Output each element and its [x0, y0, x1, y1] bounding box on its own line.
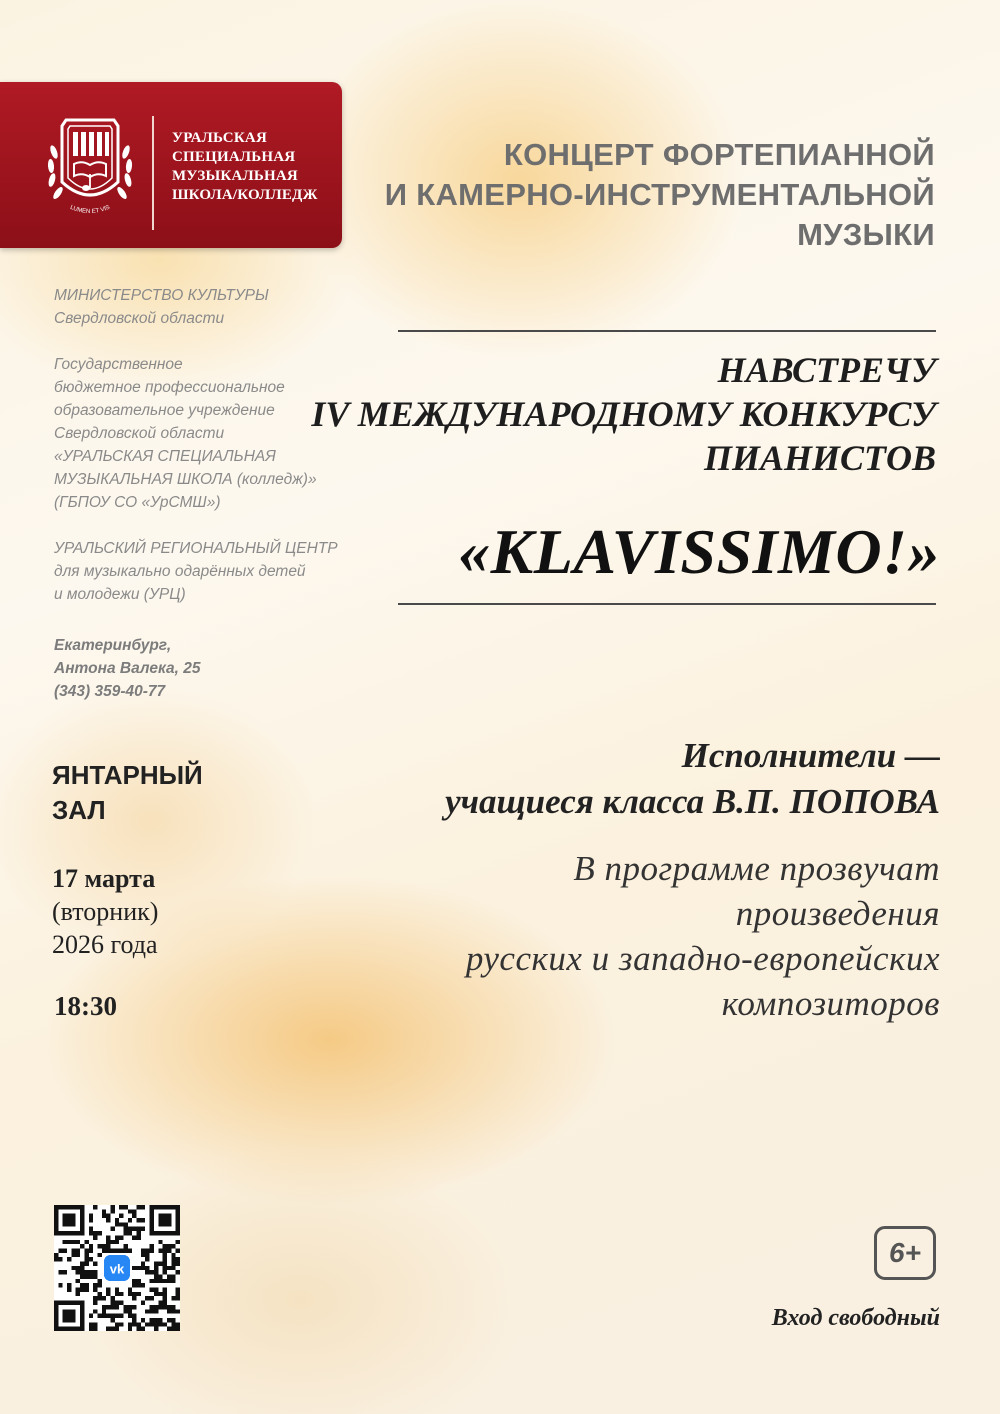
contest-line: IV МЕЖДУНАРОДНОМУ КОНКУРСУ	[311, 394, 936, 434]
event-time: 18:30	[54, 991, 117, 1021]
hall-name	[52, 758, 203, 828]
school-name-line: СПЕЦИАЛЬНАЯ	[172, 149, 296, 165]
center-line: УРАЛЬСКИЙ РЕГИОНАЛЬНЫЙ ЦЕНТР	[54, 540, 338, 557]
contest-heading	[296, 348, 936, 480]
program-line: В программе прозвучат	[573, 849, 940, 888]
hall-line: ЗАЛ	[52, 795, 106, 825]
performers-line: учащиеся класса В.П. ПОПОВА	[445, 782, 940, 821]
institution-line: бюджетное профессиональное	[54, 379, 285, 396]
concert-title-line: И КАМЕРНО-ИНСТРУМЕНТАЛЬНОЙ	[384, 177, 935, 212]
school-name-line: МУЗЫКАЛЬНАЯ	[172, 168, 298, 184]
contest-line: ПИАНИСТОВ	[703, 438, 936, 478]
institution-line: МУЗЫКАЛЬНАЯ ШКОЛА (колледж)»	[54, 471, 317, 488]
concert-title-line: МУЗЫКИ	[797, 217, 935, 252]
banner-divider	[152, 116, 154, 230]
program-line: произведения	[735, 894, 940, 933]
ministry-line: МИНИСТЕРСТВО КУЛЬТУРЫ	[54, 287, 269, 304]
date-weekday: (вторник)	[52, 897, 159, 926]
institution-line: Государственное	[54, 356, 183, 373]
center-line: и молодежи (УРЦ)	[54, 586, 186, 603]
contest-name: «KLAVISSIMO!»	[458, 516, 940, 587]
svg-text:LUMEN ET VIS: LUMEN ET VIS	[69, 204, 111, 216]
organizers-info	[54, 284, 354, 703]
institution-line: Свердловской области	[54, 425, 225, 442]
school-name	[172, 129, 337, 205]
school-emblem-icon	[44, 112, 136, 222]
date-day: 17 марта	[52, 864, 156, 893]
divider-top	[398, 330, 936, 332]
school-banner	[0, 82, 342, 248]
address-phone: (343) 359-40-77	[54, 683, 166, 700]
event-date	[52, 862, 158, 961]
center-line: для музыкально одарённых детей	[54, 563, 306, 580]
concert-title	[335, 135, 935, 255]
institution-line: образовательное учреждение	[54, 402, 275, 419]
performers-line: Исполнители —	[681, 736, 940, 775]
contest-line: НАВСТРЕЧУ	[717, 350, 936, 390]
address-city: Екатеринбург,	[54, 637, 172, 654]
hall-line: ЯНТАРНЫЙ	[52, 760, 203, 790]
institution-line: (ГБПОУ СО «УрСМШ»)	[54, 494, 221, 511]
school-name-line: ШКОЛА/КОЛЛЕДЖ	[172, 187, 318, 203]
date-year: 2026 года	[52, 930, 158, 959]
performers	[300, 733, 940, 825]
divider-bottom	[398, 603, 936, 605]
qr-code[interactable]	[54, 1205, 180, 1331]
address-street: Антона Валека, 25	[54, 660, 201, 677]
program-description	[300, 846, 940, 1026]
program-line: русских и западно-европейских	[465, 939, 940, 978]
school-name-line: УРАЛЬСКАЯ	[172, 130, 267, 146]
institution-line: «УРАЛЬСКАЯ СПЕЦИАЛЬНАЯ	[54, 448, 276, 465]
ministry-line: Свердловской области	[54, 310, 225, 327]
vk-icon: vk	[109, 1261, 125, 1277]
entry-note: Вход свободный	[771, 1305, 940, 1331]
program-line: композиторов	[721, 984, 940, 1023]
age-rating-badge: 6+	[874, 1226, 936, 1280]
concert-title-line: КОНЦЕРТ ФОРТЕПИАННОЙ	[503, 137, 935, 172]
